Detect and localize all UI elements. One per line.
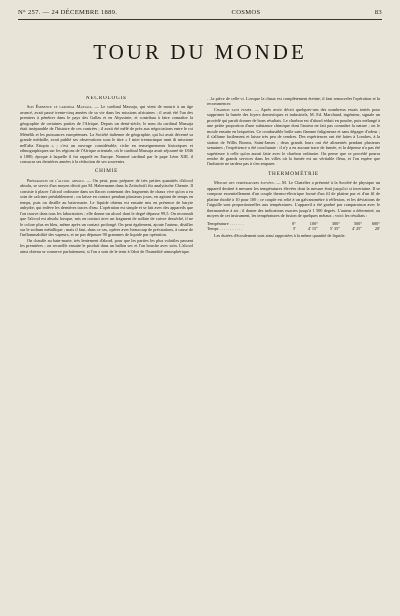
column-intro: …la pièce de celle-ci. Lorsque la chaux est complètement éteinte, il faut renouveler l'opération et la recommencer.	[207, 96, 380, 107]
table-cell: 4' 25"	[351, 225, 363, 231]
table-cell: 20'	[374, 225, 380, 231]
table-cell: 4' 15"	[307, 225, 318, 231]
article-paragraph	[20, 104, 193, 164]
article-heading: Préparation de l'alcool absolu.	[27, 177, 85, 183]
table-row	[207, 226, 380, 231]
journal-name: COSMOS	[231, 8, 261, 16]
table-cell: 600°	[371, 220, 380, 226]
table-cell: 100°	[309, 220, 318, 226]
page-number: 83	[374, 8, 382, 16]
table-cell: 0°	[292, 220, 296, 226]
article-heading: Charbon sans fumée.	[214, 106, 253, 112]
right-column	[207, 96, 380, 616]
article-paragraph	[20, 178, 193, 238]
table-cell: 5'	[292, 225, 296, 231]
page-title: TOUR DU MONDE	[93, 40, 307, 64]
table-cell: 300°	[331, 220, 340, 226]
table-cell: 5' 35"	[329, 225, 340, 231]
issue-number: N° 257. — 24 DÉCEMBRE 1889.	[18, 8, 118, 16]
section-heading: NÉCROLOGIE	[85, 96, 128, 101]
article-text: On chauffe au bain-marie, très lentement d'abord, pour que les parties les plus volatiles passent les premières ; on recueille ensuite le produit dans un ballon sec et l'on bouche avec soin. L'alcool ainsi obtenu se conserve parfaitement, si l'on a soin de le tenir à l'abri de l'humidité atmosphérique.	[20, 237, 193, 254]
article-paragraph	[20, 238, 193, 254]
header-rule	[18, 19, 382, 20]
article-heading: Mesure des températures élevées.	[214, 180, 275, 186]
section-heading: THERMOMÉTRIE	[268, 170, 319, 177]
article-text: — Le cardinal Massaja, qui vient de mourir à un âge avancé, avait passé trente-cinq années de sa vie dans les missions africaines ; il avait été l'un des premiers à pénétrer dans le pays des Gallas et en Abyssinie, et contribua à faire connaître la géographie de certaines parties de l'Afrique. Depuis un demi-siècle, le nom du cardinal Massaja était inséparable de l'histoire de ces contrées ; il avait été mêlé de près aux négociations entre le roi Ménélik et les puissances européennes. La Société italienne de géographie, qui lui avait décerné sa grande médaille, avait publié ses observations sous le titre « I miei trentacinque anni di missione nell'alta Etiopia » ; c'est un ouvrage considérable, riche en renseignements historiques et ethnographiques sur les régions de l'Afrique orientale, où le cardinal Massaja avait séjourné de 1846 à 1880, époque à laquelle il fut rappelé en Europe. Nommé cardinal par le pape Léon XIII, il consacra ses dernières années à la rédaction de ses souvenirs.	[20, 104, 193, 164]
table-row-label: Temps . . . . . . . . . . .	[207, 225, 243, 231]
left-column	[20, 96, 193, 616]
table-row-label: Température . . . . . . .	[207, 220, 244, 226]
article-text: — On peut, pour préparer de très petites quantités d'alcool absolu, se servir d'un moyen décrit par M. Habermann dans la Zeitschrift für analytische Chemie. Il consiste à placer l'alcool ordinaire dans un flacon contenant des fragments de chaux vive qu'on a eu soin de calciner préalablement ; on laisse en contact pendant plusieurs jours, en agitant de temps en temps, puis on distille au bain-marie. Le liquide obtenu est ensuite mis en présence de baryte anhydre, qui enlève les dernières traces d'eau. L'opération est simple et se fait avec des appareils que l'on trouve dans tous les laboratoires ; elle donne un alcool dont le degré dépasse 99,5. On reconnaît que l'alcool est absolu lorsque, mis en contact avec un fragment de sulfate de cuivre desséché, il ne le colore plus en bleu, même après un contact prolongé. On peut également, ajoute l'auteur, distiller sur le sodium métallique ; mais il faut, dans ce cas, opérer avec beaucoup de précautions, à cause de l'inflammabilité des vapeurs, et ne pas dépasser 90 grammes de liquide par opération.	[20, 177, 193, 238]
article-text: — Après avoir décrit quelques-uns des nombreux essais tentés pour supprimer la fumée des foyers domestiques et industriels, M. Ed. Marchand, ingénieur, signale un procédé qui paraît donner de bons résultats. Le charbon est d'abord réduit en poudre, puis mélangé à une petite proportion d'une substance chimique dont l'auteur ne fait pas connaître la nature ; on le moule ensuite en briquettes. Ce combustible brûle sans flamme fuligineuse et sans dégager d'odeur ; il s'allume facilement et laisse très peu de cendres. Des expériences ont été faites à Londres, à la station de Willis Rooms, Saint-James ; deux grands fours ont été alimentés pendant plusieurs semaines ; l'expérience a été concluante : il n'y a eu aucune trace de fumée, et la dépense n'a pas été supérieure à celle qu'on aurait faite avec le charbon ordinaire. On pense que ce procédé pourra rendre de grands services dans les villes où la fumée est un véritable fléau, et l'on espère que l'industrie ne tardera pas à s'en emparer.	[207, 106, 380, 167]
temperature-table	[207, 221, 380, 232]
article-text: — M. Le Chatelier a présenté à la Société de physique un appareil destiné à mesurer les températures élevées dont la mesure était jusqu'ici si incertaine. Il se compose essentiellement d'un couple thermo-électrique formé d'un fil de platine pur et d'un fil de platine rhodié à 10 pour 100 ; ce couple est relié à un galvanomètre à réflexion, et les déviations de l'aiguille sont proportionnelles aux températures. L'appareil a été gradué par comparaison avec le thermomètre à air ; il donne des indications exactes jusqu'à 1 500 degrés. L'auteur a déterminé, au moyen de cet instrument, les températures de fusion de quelques métaux ; voici les résultats :	[207, 180, 380, 219]
running-header	[18, 6, 382, 18]
article-heading: Son Éminence le cardinal Massaja.	[27, 104, 93, 110]
table-cell: 500°	[353, 220, 363, 226]
section-heading: CHIMIE	[94, 168, 119, 175]
article-paragraph	[207, 107, 380, 167]
article-paragraph	[207, 180, 380, 218]
column-outro: Les durées d'écoulement sont ainsi rapportées à la même quantité de liquide.	[214, 233, 346, 239]
